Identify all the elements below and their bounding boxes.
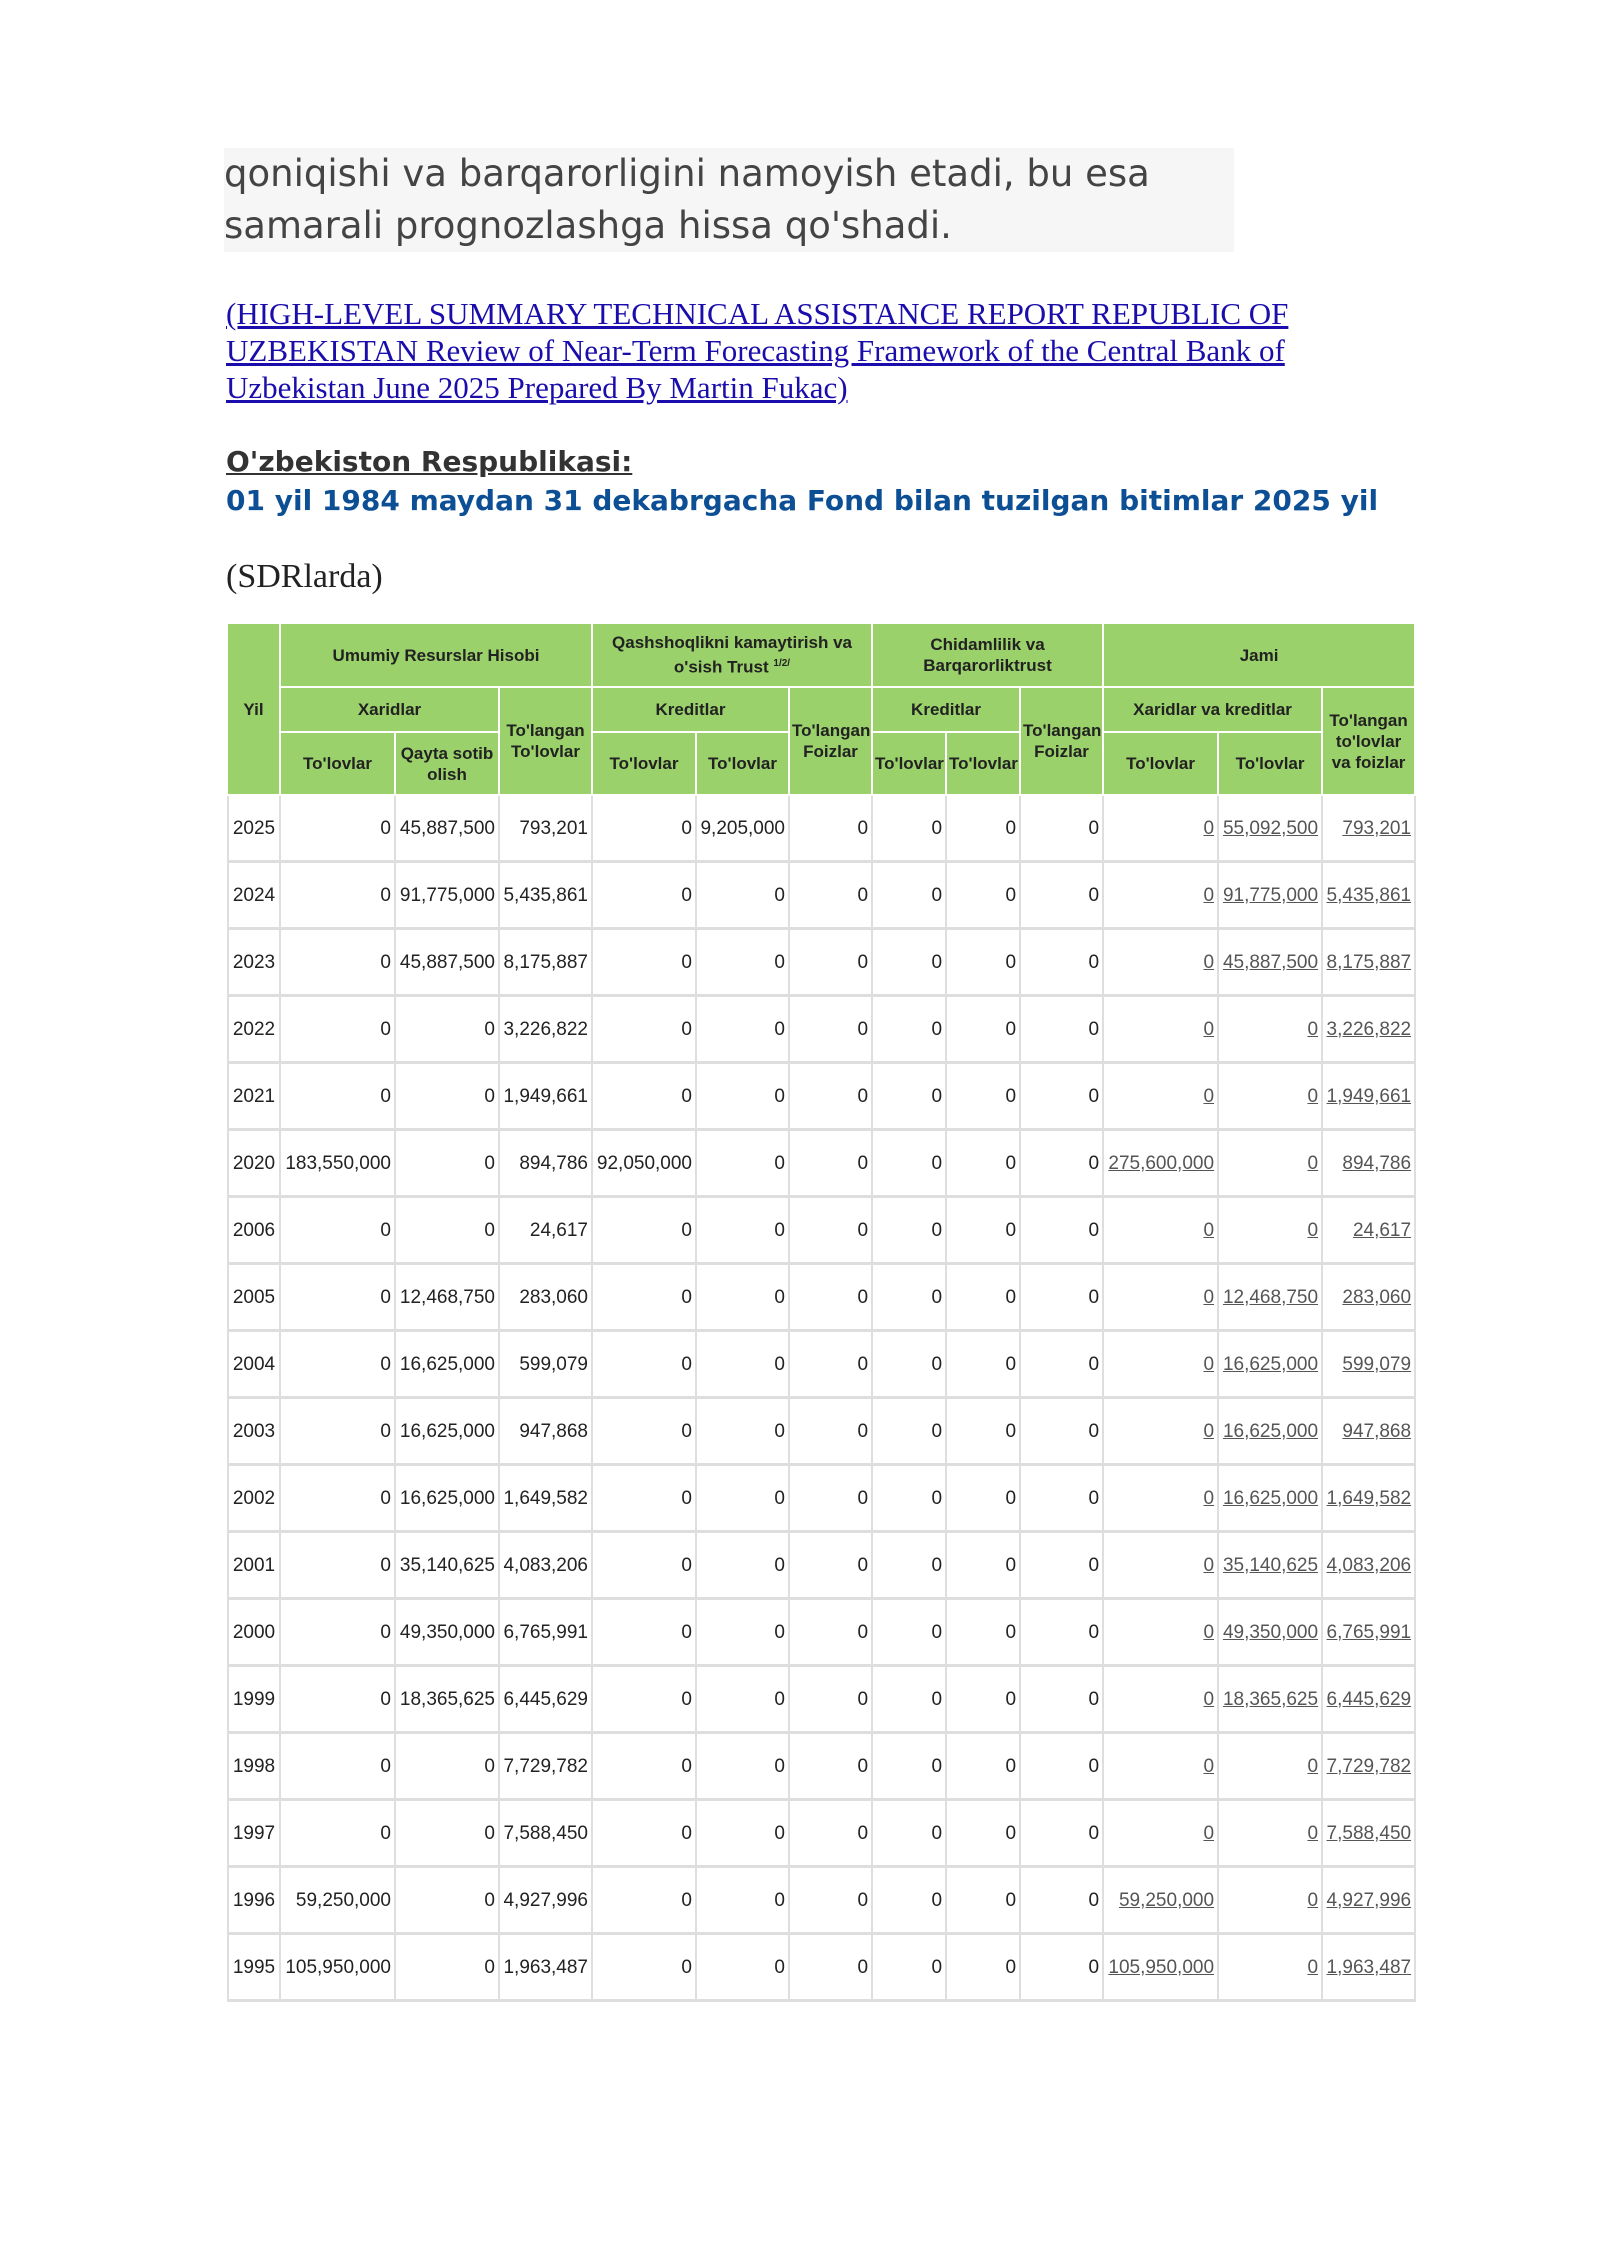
rst-repayments-cell: 0 xyxy=(946,1666,1020,1733)
rst-repayments-cell: 0 xyxy=(946,929,1020,996)
table-row xyxy=(228,795,1415,862)
gra-charges-cell: 4,927,996 xyxy=(499,1867,592,1934)
gra-charges-cell: 599,079 xyxy=(499,1331,592,1398)
year-cell: 2021 xyxy=(228,1063,280,1130)
prgt-repayments-cell: 0 xyxy=(696,1532,789,1599)
prgt-disbursements-cell: 0 xyxy=(592,1063,696,1130)
prgt-group-label: Qashshoqlikni kamaytirish va o'sish Trust xyxy=(612,633,852,677)
rst-repayments-cell: 0 xyxy=(946,1398,1020,1465)
prgt-interest-cell: 0 xyxy=(789,996,872,1063)
year-cell: 1996 xyxy=(228,1867,280,1934)
prgt-disbursements-cell: 0 xyxy=(592,1465,696,1532)
year-cell: 2002 xyxy=(228,1465,280,1532)
total-repayments-cell[interactable]: 0 xyxy=(1218,996,1322,1063)
rst-repayments-cell: 0 xyxy=(946,1867,1020,1934)
table-row xyxy=(228,1398,1415,1465)
total-disbursements-cell[interactable]: 0 xyxy=(1103,1532,1218,1599)
gra-repurchases-cell: 18,365,625 xyxy=(395,1666,499,1733)
year-cell: 2024 xyxy=(228,862,280,929)
gra-repurchases-cell: 0 xyxy=(395,1130,499,1197)
prgt-repayments-cell: 0 xyxy=(696,1197,789,1264)
total-disbursements-cell[interactable]: 0 xyxy=(1103,1063,1218,1130)
gra-payments-cell: 0 xyxy=(280,996,395,1063)
total-disbursements-cell[interactable]: 0 xyxy=(1103,1599,1218,1666)
prgt-disbursements-cell: 0 xyxy=(592,1331,696,1398)
table-row xyxy=(228,929,1415,996)
gra-repurchases-cell: 0 xyxy=(395,996,499,1063)
rst-interest-cell: 0 xyxy=(1020,1934,1103,2001)
total-charges-cell[interactable]: 6,765,991 xyxy=(1322,1599,1415,1666)
prgt-repayments-cell: 0 xyxy=(696,862,789,929)
gra-repurchases-cell: 35,140,625 xyxy=(395,1532,499,1599)
prgt-interest-cell: 0 xyxy=(789,1733,872,1800)
prgt-interest-cell: 0 xyxy=(789,1063,872,1130)
total-repayments-cell[interactable]: 0 xyxy=(1218,1934,1322,2001)
gra-payments-cell: 0 xyxy=(280,1264,395,1331)
total-charges-cell[interactable]: 24,617 xyxy=(1322,1197,1415,1264)
year-cell: 2001 xyxy=(228,1532,280,1599)
gra-payments-header: To'lovlar xyxy=(280,732,395,795)
table-row xyxy=(228,1197,1415,1264)
total-repayments-cell[interactable]: 45,887,500 xyxy=(1218,929,1322,996)
rst-interest-cell: 0 xyxy=(1020,1264,1103,1331)
gra-charges-cell: 6,765,991 xyxy=(499,1599,592,1666)
gra-charges-cell: 947,868 xyxy=(499,1398,592,1465)
rst-repayments-cell: 0 xyxy=(946,1197,1020,1264)
rst-credits-header: Kreditlar xyxy=(872,687,1020,732)
total-disbursements-cell[interactable]: 0 xyxy=(1103,996,1218,1063)
prgt-repayments-cell: 0 xyxy=(696,929,789,996)
table-row xyxy=(228,1733,1415,1800)
rst-disbursements-cell: 0 xyxy=(872,1398,946,1465)
total-charges-cell[interactable]: 1,963,487 xyxy=(1322,1934,1415,2001)
total-disbursements-cell[interactable]: 0 xyxy=(1103,862,1218,929)
year-cell: 2005 xyxy=(228,1264,280,1331)
total-repayments-cell[interactable]: 16,625,000 xyxy=(1218,1331,1322,1398)
gra-charges-cell: 4,083,206 xyxy=(499,1532,592,1599)
gra-payments-cell: 183,550,000 xyxy=(280,1130,395,1197)
gra-payments-cell: 0 xyxy=(280,1733,395,1800)
gra-payments-cell: 0 xyxy=(280,1197,395,1264)
gra-payments-cell: 0 xyxy=(280,1465,395,1532)
table-body xyxy=(228,795,1415,2001)
gra-payments-cell: 0 xyxy=(280,1666,395,1733)
table-row xyxy=(228,1599,1415,1666)
prgt-interest-cell: 0 xyxy=(789,1599,872,1666)
table-row xyxy=(228,1465,1415,1532)
rst-disbursements-cell: 0 xyxy=(872,1733,946,1800)
gra-repurchases-cell: 16,625,000 xyxy=(395,1331,499,1398)
gra-charges-cell: 7,588,450 xyxy=(499,1800,592,1867)
total-charges-cell[interactable]: 3,226,822 xyxy=(1322,996,1415,1063)
intro-paragraph: qoniqishi va barqarorligini namoyish etadi, bu esa samarali prognozlashga hissa qo'shadi. xyxy=(224,148,1234,252)
total-disbursements-cell[interactable]: 275,600,000 xyxy=(1103,1130,1218,1197)
gra-charges-cell: 7,729,782 xyxy=(499,1733,592,1800)
prgt-interest-cell: 0 xyxy=(789,1331,872,1398)
year-cell: 2022 xyxy=(228,996,280,1063)
rst-disbursements-cell: 0 xyxy=(872,1800,946,1867)
prgt-interest-paid-header: To'langan Foizlar xyxy=(789,687,872,795)
gra-payments-cell: 0 xyxy=(280,929,395,996)
rst-repayments-cell: 0 xyxy=(946,862,1020,929)
prgt-repayments-cell: 0 xyxy=(696,1264,789,1331)
rst-interest-paid-header: To'langan Foizlar xyxy=(1020,687,1103,795)
total-disbursements-cell[interactable]: 105,950,000 xyxy=(1103,1934,1218,2001)
table-subtitle: 01 yil 1984 maydan 31 dekabrgacha Fond bilan tuzilgan bitimlar 2025 yil xyxy=(226,484,1379,517)
rst-repayments-cell: 0 xyxy=(946,1465,1020,1532)
prgt-disbursements-cell: 0 xyxy=(592,1867,696,1934)
year-cell: 1999 xyxy=(228,1666,280,1733)
gra-repurchases-cell: 0 xyxy=(395,1063,499,1130)
year-column-header: Yil xyxy=(228,624,280,795)
rst-interest-cell: 0 xyxy=(1020,1398,1103,1465)
rst-disbursements-cell: 0 xyxy=(872,1599,946,1666)
gra-repurchases-cell: 16,625,000 xyxy=(395,1465,499,1532)
total-charges-cell[interactable]: 283,060 xyxy=(1322,1264,1415,1331)
transactions-table xyxy=(227,624,1416,2002)
rst-disbursements-cell: 0 xyxy=(872,1867,946,1934)
year-cell: 2025 xyxy=(228,795,280,862)
total-disbursements-cell[interactable]: 0 xyxy=(1103,1197,1218,1264)
rst-interest-cell: 0 xyxy=(1020,1465,1103,1532)
total-charges-cell[interactable]: 1,649,582 xyxy=(1322,1465,1415,1532)
prgt-credits-header: Kreditlar xyxy=(592,687,789,732)
rst-disbursements-cell: 0 xyxy=(872,1465,946,1532)
table-row xyxy=(228,1867,1415,1934)
gra-repurchases-cell: 91,775,000 xyxy=(395,862,499,929)
rst-repayments-cell: 0 xyxy=(946,1800,1020,1867)
rst-interest-cell: 0 xyxy=(1020,795,1103,862)
total-repayments-cell[interactable]: 18,365,625 xyxy=(1218,1666,1322,1733)
rst-repayments-cell: 0 xyxy=(946,1599,1020,1666)
rst-interest-cell: 0 xyxy=(1020,1331,1103,1398)
total-disbursements-cell[interactable]: 0 xyxy=(1103,1465,1218,1532)
rst-disbursements-cell: 0 xyxy=(872,1130,946,1197)
prgt-disbursements-cell: 0 xyxy=(592,1398,696,1465)
gra-payments-cell: 105,950,000 xyxy=(280,1934,395,2001)
gra-charges-paid-header: To'langan To'lovlar xyxy=(499,687,592,795)
gra-repurchases-cell: 0 xyxy=(395,1733,499,1800)
report-source-link[interactable]: (HIGH-LEVEL SUMMARY TECHNICAL ASSISTANCE REPORT REPUBLIC OF UZBEKISTAN Review of Near-Term Forecasting Framework of the Central Bank of Uzbekistan June 2025 Prepared By Martin Fukac) xyxy=(226,296,1289,405)
prgt-interest-cell: 0 xyxy=(789,1264,872,1331)
prgt-disbursements-cell: 0 xyxy=(592,1934,696,2001)
year-cell: 2000 xyxy=(228,1599,280,1666)
prgt-interest-cell: 0 xyxy=(789,1867,872,1934)
prgt-disbursements-cell: 0 xyxy=(592,795,696,862)
prgt-interest-cell: 0 xyxy=(789,1666,872,1733)
total-repayments-cell[interactable]: 0 xyxy=(1218,1130,1322,1197)
total-repayments-cell[interactable]: 0 xyxy=(1218,1733,1322,1800)
table-row xyxy=(228,1666,1415,1733)
gra-payments-cell: 0 xyxy=(280,1532,395,1599)
total-charges-cell[interactable]: 7,588,450 xyxy=(1322,1800,1415,1867)
gra-repurchases-cell: 12,468,750 xyxy=(395,1264,499,1331)
prgt-repayments-header: To'lovlar xyxy=(696,732,789,795)
prgt-repayments-cell: 0 xyxy=(696,1599,789,1666)
gra-repurchases-cell: 0 xyxy=(395,1800,499,1867)
prgt-interest-cell: 0 xyxy=(789,1465,872,1532)
rst-interest-cell: 0 xyxy=(1020,1800,1103,1867)
country-heading: O'zbekiston Respublikasi: xyxy=(226,445,633,478)
prgt-repayments-cell: 0 xyxy=(696,1867,789,1934)
rst-repayments-cell: 0 xyxy=(946,1063,1020,1130)
gra-charges-cell: 1,649,582 xyxy=(499,1465,592,1532)
rst-disbursements-cell: 0 xyxy=(872,929,946,996)
prgt-repayments-cell: 0 xyxy=(696,1733,789,1800)
total-disbursements-cell[interactable]: 0 xyxy=(1103,1733,1218,1800)
table-row xyxy=(228,1800,1415,1867)
gra-repurchases-header: Qayta sotib olish xyxy=(395,732,499,795)
total-charges-cell[interactable]: 5,435,861 xyxy=(1322,862,1415,929)
rst-disbursements-cell: 0 xyxy=(872,862,946,929)
rst-interest-cell: 0 xyxy=(1020,862,1103,929)
rst-disbursements-cell: 0 xyxy=(872,1331,946,1398)
gra-charges-cell: 894,786 xyxy=(499,1130,592,1197)
prgt-repayments-cell: 0 xyxy=(696,1063,789,1130)
total-disbursements-cell[interactable]: 0 xyxy=(1103,1666,1218,1733)
total-disbursements-cell[interactable]: 59,250,000 xyxy=(1103,1867,1218,1934)
gra-repurchases-cell: 0 xyxy=(395,1934,499,2001)
prgt-repayments-cell: 0 xyxy=(696,1130,789,1197)
total-repayments-cell[interactable]: 12,468,750 xyxy=(1218,1264,1322,1331)
prgt-disbursements-cell: 0 xyxy=(592,1599,696,1666)
prgt-repayments-cell: 0 xyxy=(696,1398,789,1465)
rst-repayments-cell: 0 xyxy=(946,1532,1020,1599)
gra-repurchases-cell: 45,887,500 xyxy=(395,795,499,862)
gra-repurchases-cell: 16,625,000 xyxy=(395,1398,499,1465)
year-cell: 1997 xyxy=(228,1800,280,1867)
total-repayments-cell[interactable]: 0 xyxy=(1218,1197,1322,1264)
total-charges-cell[interactable]: 8,175,887 xyxy=(1322,929,1415,996)
year-cell: 2020 xyxy=(228,1130,280,1197)
total-repayments-cell[interactable]: 16,625,000 xyxy=(1218,1465,1322,1532)
gra-charges-cell: 283,060 xyxy=(499,1264,592,1331)
prgt-disbursements-cell: 0 xyxy=(592,1733,696,1800)
rst-interest-cell: 0 xyxy=(1020,1063,1103,1130)
prgt-disbursements-cell: 0 xyxy=(592,1666,696,1733)
year-cell: 1995 xyxy=(228,1934,280,2001)
rst-repayments-cell: 0 xyxy=(946,1264,1020,1331)
rst-interest-cell: 0 xyxy=(1020,996,1103,1063)
prgt-disbursements-cell: 0 xyxy=(592,1800,696,1867)
year-cell: 2004 xyxy=(228,1331,280,1398)
table-row xyxy=(228,1130,1415,1197)
prgt-repayments-cell: 0 xyxy=(696,1331,789,1398)
prgt-repayments-cell: 0 xyxy=(696,1666,789,1733)
total-charges-cell[interactable]: 1,949,661 xyxy=(1322,1063,1415,1130)
rst-disbursements-cell: 0 xyxy=(872,1063,946,1130)
total-repayments-cell[interactable]: 0 xyxy=(1218,1063,1322,1130)
rst-interest-cell: 0 xyxy=(1020,1197,1103,1264)
total-charges-cell[interactable]: 894,786 xyxy=(1322,1130,1415,1197)
total-repayments-cell[interactable]: 35,140,625 xyxy=(1218,1532,1322,1599)
gra-group-header: Umumiy Resurslar Hisobi xyxy=(280,624,592,687)
rst-disbursements-cell: 0 xyxy=(872,1197,946,1264)
rst-disbursements-cell: 0 xyxy=(872,795,946,862)
rst-group-header: Chidamlilik va Barqarorliktrust xyxy=(872,624,1103,687)
gra-purchases-header: Xaridlar xyxy=(280,687,499,732)
table-row xyxy=(228,1063,1415,1130)
year-cell: 2006 xyxy=(228,1197,280,1264)
table-row xyxy=(228,1934,1415,2001)
prgt-repayments-cell: 0 xyxy=(696,1465,789,1532)
total-repayments-header: To'lovlar xyxy=(1218,732,1322,795)
gra-payments-cell: 59,250,000 xyxy=(280,1867,395,1934)
prgt-disbursements-cell: 92,050,000 xyxy=(592,1130,696,1197)
gra-repurchases-cell: 49,350,000 xyxy=(395,1599,499,1666)
gra-repurchases-cell: 45,887,500 xyxy=(395,929,499,996)
prgt-footnote-ref: 1/2/ xyxy=(773,658,791,670)
rst-disbursements-cell: 0 xyxy=(872,1934,946,2001)
unit-label: (SDRlarda) xyxy=(226,558,383,595)
gra-charges-cell: 24,617 xyxy=(499,1197,592,1264)
total-disbursements-cell[interactable]: 0 xyxy=(1103,929,1218,996)
rst-repayments-header: To'lovlar xyxy=(946,732,1020,795)
gra-charges-cell: 6,445,629 xyxy=(499,1666,592,1733)
prgt-disbursements-cell: 0 xyxy=(592,1197,696,1264)
prgt-interest-cell: 0 xyxy=(789,1800,872,1867)
prgt-disbursements-cell: 0 xyxy=(592,1532,696,1599)
prgt-repayments-cell: 0 xyxy=(696,996,789,1063)
rst-repayments-cell: 0 xyxy=(946,996,1020,1063)
prgt-interest-cell: 0 xyxy=(789,1934,872,2001)
gra-payments-cell: 0 xyxy=(280,795,395,862)
gra-charges-cell: 1,949,661 xyxy=(499,1063,592,1130)
prgt-disbursements-cell: 0 xyxy=(592,929,696,996)
total-disbursements-header: To'lovlar xyxy=(1103,732,1218,795)
total-charges-interest-header: To'langan to'lovlar va foizlar xyxy=(1322,687,1415,795)
prgt-disbursements-cell: 0 xyxy=(592,862,696,929)
gra-charges-cell: 3,226,822 xyxy=(499,996,592,1063)
year-cell: 2023 xyxy=(228,929,280,996)
total-repayments-cell[interactable]: 91,775,000 xyxy=(1218,862,1322,929)
prgt-interest-cell: 0 xyxy=(789,795,872,862)
total-purchases-credits-header: Xaridlar va kreditlar xyxy=(1103,687,1322,732)
rst-repayments-cell: 0 xyxy=(946,1934,1020,2001)
rst-disbursements-header: To'lovlar xyxy=(872,732,946,795)
prgt-repayments-cell: 0 xyxy=(696,1934,789,2001)
rst-interest-cell: 0 xyxy=(1020,1666,1103,1733)
total-disbursements-cell[interactable]: 0 xyxy=(1103,795,1218,862)
total-charges-cell[interactable]: 7,729,782 xyxy=(1322,1733,1415,1800)
gra-payments-cell: 0 xyxy=(280,1800,395,1867)
rst-repayments-cell: 0 xyxy=(946,1733,1020,1800)
total-charges-cell[interactable]: 6,445,629 xyxy=(1322,1666,1415,1733)
gra-repurchases-cell: 0 xyxy=(395,1197,499,1264)
table-row xyxy=(228,996,1415,1063)
rst-interest-cell: 0 xyxy=(1020,1733,1103,1800)
rst-disbursements-cell: 0 xyxy=(872,1532,946,1599)
year-cell: 1998 xyxy=(228,1733,280,1800)
total-group-header: Jami xyxy=(1103,624,1415,687)
total-repayments-cell[interactable]: 0 xyxy=(1218,1867,1322,1934)
total-repayments-cell[interactable]: 0 xyxy=(1218,1800,1322,1867)
rst-interest-cell: 0 xyxy=(1020,1130,1103,1197)
prgt-interest-cell: 0 xyxy=(789,1532,872,1599)
rst-interest-cell: 0 xyxy=(1020,1599,1103,1666)
rst-repayments-cell: 0 xyxy=(946,795,1020,862)
rst-interest-cell: 0 xyxy=(1020,1867,1103,1934)
rst-interest-cell: 0 xyxy=(1020,929,1103,996)
prgt-disbursements-cell: 0 xyxy=(592,996,696,1063)
table-row xyxy=(228,1264,1415,1331)
total-charges-cell[interactable]: 947,868 xyxy=(1322,1398,1415,1465)
total-disbursements-cell[interactable]: 0 xyxy=(1103,1331,1218,1398)
prgt-disbursements-cell: 0 xyxy=(592,1264,696,1331)
total-disbursements-cell[interactable]: 0 xyxy=(1103,1398,1218,1465)
total-repayments-cell[interactable]: 55,092,500 xyxy=(1218,795,1322,862)
table-row xyxy=(228,1331,1415,1398)
prgt-repayments-cell: 9,205,000 xyxy=(696,795,789,862)
total-repayments-cell[interactable]: 49,350,000 xyxy=(1218,1599,1322,1666)
prgt-disbursements-header: To'lovlar xyxy=(592,732,696,795)
prgt-interest-cell: 0 xyxy=(789,862,872,929)
rst-disbursements-cell: 0 xyxy=(872,1264,946,1331)
gra-charges-cell: 8,175,887 xyxy=(499,929,592,996)
table-row xyxy=(228,862,1415,929)
gra-payments-cell: 0 xyxy=(280,862,395,929)
rst-repayments-cell: 0 xyxy=(946,1130,1020,1197)
total-charges-cell[interactable]: 4,083,206 xyxy=(1322,1532,1415,1599)
total-disbursements-cell[interactable]: 0 xyxy=(1103,1800,1218,1867)
table-row xyxy=(228,1532,1415,1599)
total-charges-cell[interactable]: 793,201 xyxy=(1322,795,1415,862)
gra-payments-cell: 0 xyxy=(280,1331,395,1398)
gra-payments-cell: 0 xyxy=(280,1398,395,1465)
gra-charges-cell: 1,963,487 xyxy=(499,1934,592,2001)
gra-repurchases-cell: 0 xyxy=(395,1867,499,1934)
prgt-interest-cell: 0 xyxy=(789,929,872,996)
year-cell: 2003 xyxy=(228,1398,280,1465)
gra-charges-cell: 793,201 xyxy=(499,795,592,862)
prgt-interest-cell: 0 xyxy=(789,1398,872,1465)
rst-disbursements-cell: 0 xyxy=(872,1666,946,1733)
rst-interest-cell: 0 xyxy=(1020,1532,1103,1599)
prgt-interest-cell: 0 xyxy=(789,1130,872,1197)
prgt-repayments-cell: 0 xyxy=(696,1800,789,1867)
total-charges-cell[interactable]: 599,079 xyxy=(1322,1331,1415,1398)
prgt-group-header xyxy=(592,624,872,687)
rst-disbursements-cell: 0 xyxy=(872,996,946,1063)
gra-payments-cell: 0 xyxy=(280,1063,395,1130)
rst-repayments-cell: 0 xyxy=(946,1331,1020,1398)
gra-payments-cell: 0 xyxy=(280,1599,395,1666)
total-charges-cell[interactable]: 4,927,996 xyxy=(1322,1867,1415,1934)
total-repayments-cell[interactable]: 16,625,000 xyxy=(1218,1398,1322,1465)
total-disbursements-cell[interactable]: 0 xyxy=(1103,1264,1218,1331)
gra-charges-cell: 5,435,861 xyxy=(499,862,592,929)
prgt-interest-cell: 0 xyxy=(789,1197,872,1264)
